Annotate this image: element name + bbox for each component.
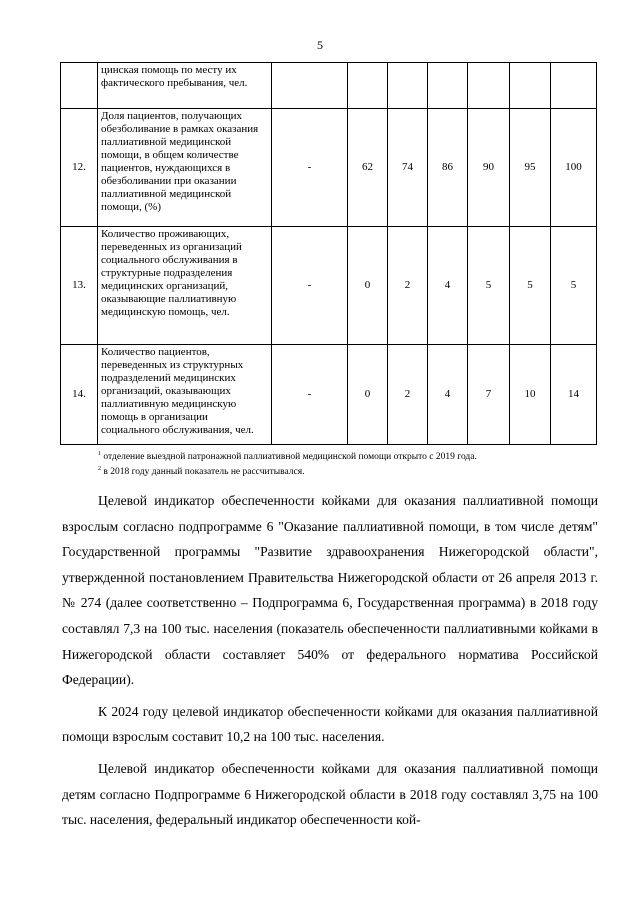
row-description: Доля пациентов, получающих обезболивание в рамках оказания паллиативной медицинской помощи, в общем количестве пациентов, нуждающихся в обезболивании при оказании паллиативной медицинской помощи, (%)	[98, 109, 272, 227]
value-cell	[468, 63, 510, 109]
value-cell: 86	[428, 109, 468, 227]
body-text	[62, 488, 598, 839]
value-cell	[272, 63, 348, 109]
value-cell: 5	[510, 227, 551, 345]
footnote-mark: 2	[98, 466, 101, 473]
table-row	[61, 227, 597, 345]
value-cell: 0	[348, 227, 388, 345]
row-description: цинская помощь по месту их фактического пребывания, чел.	[98, 63, 272, 109]
value-cell: 100	[551, 109, 597, 227]
value-cell: 74	[388, 109, 428, 227]
row-number	[61, 63, 98, 109]
paragraph: К 2024 году целевой индикатор обеспеченности койками для оказания паллиативной помощи взрослым составит 10,2 на 100 тыс. населения.	[62, 703, 598, 745]
value-cell: 4	[428, 345, 468, 445]
table-row	[61, 63, 597, 109]
footnotes	[98, 448, 598, 478]
table-row	[61, 109, 597, 227]
value-cell: 5	[551, 227, 597, 345]
footnote	[98, 448, 598, 463]
value-cell: -	[272, 345, 348, 445]
row-number: 13.	[61, 227, 98, 345]
value-cell: -	[272, 227, 348, 345]
value-cell	[428, 63, 468, 109]
row-description: Количество пациентов, переведенных из структурных подразделений медицинских организаций, оказывающих паллиативную медицинскую помощь в организации социального обслуживания, чел.	[98, 345, 272, 445]
value-cell: 7	[468, 345, 510, 445]
value-cell: -	[272, 109, 348, 227]
row-number: 14.	[61, 345, 98, 445]
value-cell: 10	[510, 345, 551, 445]
value-cell: 4	[428, 227, 468, 345]
value-cell: 0	[348, 345, 388, 445]
footnote-mark: 1	[98, 451, 101, 457]
value-cell: 2	[388, 227, 428, 345]
value-cell	[551, 63, 597, 109]
row-description: Количество проживающих, переведенных из организаций социального обслуживания в структурные подразделения медицинских организаций, оказывающие паллиативную медицинскую помощь, чел.	[98, 227, 272, 345]
row-number: 12.	[61, 109, 98, 227]
value-cell: 90	[468, 109, 510, 227]
paragraph: Целевой индикатор обеспеченности койками для оказания паллиативной помощи взрослым согласно подпрограмме 6 "Оказание паллиативной помощи, в том числе детям" Государственной программы "Развитие здравоохранения Нижегородской области", утвержденной постановлением Правительства Нижегородской области от 26 апреля 2013 г. № 274 (далее соответственно – Подпрограмма 6, Государственная программа) в 2018 году составлял 7,3 на 100 тыс. населения (показатель обеспеченности паллиативными койками в Нижегородской области составляет 540% от федерального норматива Российской Федерации).	[62, 493, 598, 688]
indicators-table	[60, 62, 597, 445]
value-cell: 95	[510, 109, 551, 227]
table-row	[61, 345, 597, 445]
footnote	[98, 463, 598, 478]
value-cell	[348, 63, 388, 109]
value-cell: 62	[348, 109, 388, 227]
value-cell	[388, 63, 428, 109]
value-cell	[510, 63, 551, 109]
page-number: 5	[317, 38, 323, 52]
value-cell: 2	[388, 345, 428, 445]
value-cell: 5	[468, 227, 510, 345]
value-cell: 14	[551, 345, 597, 445]
paragraph: Целевой индикатор обеспеченности койками для оказания паллиативной помощи детям согласно Подпрограмме 6 Нижегородской области в 2018 году составлял 3,75 на 100 тыс. населения, федеральный индикатор обеспеченности кой-	[62, 760, 598, 828]
footnote-text: в 2018 году данный показатель не рассчитывался.	[103, 467, 305, 478]
footnote-text: отделение выездной патронажной паллиативной медицинской помощи открыто с 2019 года.	[103, 452, 477, 463]
